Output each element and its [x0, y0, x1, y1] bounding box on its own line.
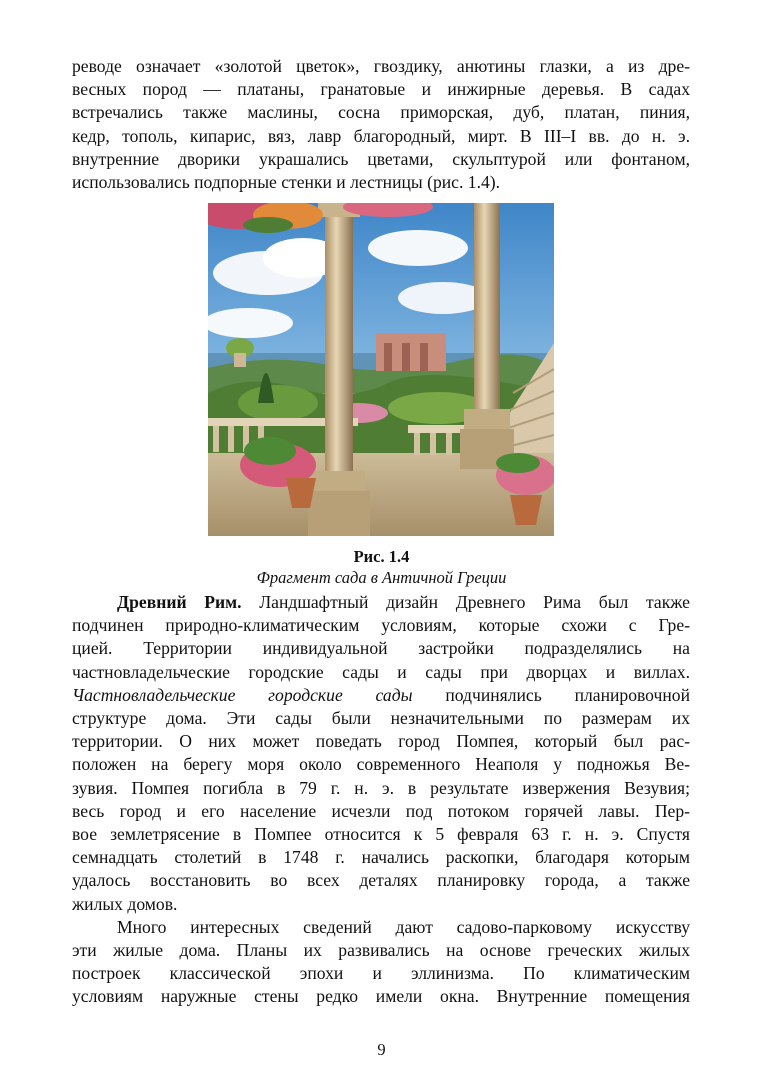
garden-illustration: [208, 203, 554, 536]
text-line: Много интересных сведений дают садово-парковому искусству: [117, 916, 690, 937]
text-line: встречались также маслины, сосна приморская, дуб, платан, пиния,: [72, 102, 690, 123]
text-line: цией. Территории индивидуальной застройки подразделялись на: [72, 638, 690, 659]
text-line: весных пород — платаны, гранатовые и инжирные деревья. В садах: [72, 79, 690, 100]
text-line: кедр, тополь, кипарис, вяз, лавр благородный, мирт. В III–I вв. до н. э.: [72, 125, 690, 146]
text-line: положен на берегу моря около современного Неаполя у подножья Ве-: [72, 754, 690, 775]
text-line: внутренние дворики украшались цветами, скульптурой или фонтаном,: [72, 148, 690, 169]
text-line: реводе означает «золотой цветок», гвоздику, анютины глазки, а из дре-: [72, 56, 690, 76]
figure-caption: Фрагмент сада в Античной Греции: [256, 568, 507, 587]
text-line: территории. О них может поведать город Помпея, который был рас-: [72, 731, 690, 752]
text-line: эти жилые дома. Планы их развивались на основе греческих жилых: [72, 940, 690, 961]
text-line: семнадцать столетий в 1748 г. начались раскопки, благодаря которым: [72, 847, 690, 868]
intro-paragraph: [72, 55, 690, 194]
text-line: подчинен природно-климатическим условиям, которые схожи с Гре-: [72, 615, 690, 636]
text-fragment: подчинялись планировочной: [412, 684, 690, 705]
text-line: вое землетрясение в Помпее относится к 5 февраля 63 г. н. э. Спустя: [72, 824, 690, 845]
text-line: зувия. Помпея погибла в 79 г. н. э. в результате извержения Везувия;: [72, 777, 690, 798]
figure-number: Рис. 1.4: [353, 547, 410, 566]
section-heading: Древний Рим.: [117, 592, 242, 612]
text-line: весь город и его население исчезли под потоком горячей лавы. Пер-: [72, 800, 690, 821]
text-line: структуре дома. Эти сады были незначительными по размерам их: [72, 708, 690, 729]
text-line: частновладельческие городские сады и сады при дворцах и виллах.: [72, 661, 690, 682]
text-line: построек классической эпохи и эллинизма. По климатическим: [72, 963, 690, 984]
text-line: условиям наружные стены редко имели окна. Внутренние помещения: [72, 986, 690, 1007]
italic-term: Частновладельческие городские сады: [72, 684, 413, 705]
text-line: использовались подпорные стенки и лестницы (рис. 1.4).: [72, 172, 501, 193]
text-line: жилых домов.: [72, 893, 178, 914]
text-line: удалось восстановить во всех деталях планировку города, а также: [72, 870, 690, 891]
page-number: 9: [377, 1040, 386, 1059]
text-line: [72, 684, 690, 707]
text-fragment: Ландшафтный дизайн Древнего Рима был также: [241, 592, 690, 612]
ancient-rome-section: [72, 591, 690, 1009]
text-line: [72, 591, 690, 614]
